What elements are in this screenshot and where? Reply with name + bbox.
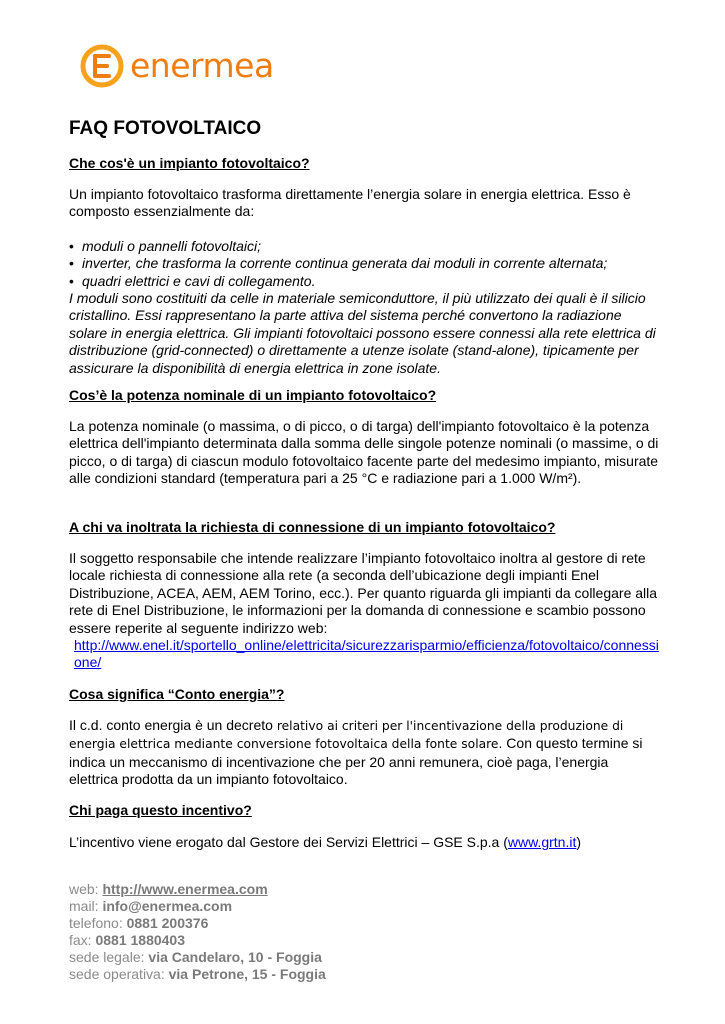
- website-link[interactable]: http://www.enermea.com: [102, 881, 268, 897]
- list-item-text: moduli o pannelli fotovoltaici;: [82, 237, 261, 254]
- phone-value: 0881 200376: [126, 915, 209, 931]
- footer-legal-address: [69, 949, 326, 966]
- answer-part: Con questo termine si indica un meccanismo di incentivazione che per 20 anni remunera, cioè paga, l’energia elettrica prodotta da un impianto fotovoltaico.: [69, 735, 643, 788]
- faq-section-2: [69, 387, 659, 488]
- faq-answer: La potenza nominale (o massima, o di picco, o di targa) dell'impianto fotovoltaico è la potenza elettrica dell'impianto determinata dalla somma delle singole potenze nominali (o massime, o di picco, o di targa) di ciascun modulo fotovoltaico facente parte del medesimo impianto, misurate alle condizioni standard (temperatura pari a 25 °C e radiazione pari a 1.000 W/m²).: [69, 418, 659, 487]
- answer-part: ): [576, 834, 582, 850]
- page-title: FAQ FOTOVOLTAICO: [69, 118, 262, 139]
- faq-question: Cos’è la potenza nominale di un impianto fotovoltaico?: [69, 387, 437, 403]
- list-item-text: quadri elettrici e cavi di collegamento.: [82, 272, 316, 289]
- footer-label: mail:: [69, 898, 103, 914]
- answer-part: L’incentivo viene erogato dal Gestore dei Servizi Elettrici – GSE S.p.a (: [69, 834, 508, 850]
- footer-fax: [69, 932, 326, 949]
- list-item: [69, 273, 659, 290]
- enermea-logo: [80, 44, 285, 96]
- enel-connection-link[interactable]: http://www.enel.it/sportello_online/elettricita/sicurezzarisparmio/efficienza/fotovoltaico/connessione/: [74, 637, 659, 671]
- answer-part: relativo ai criteri per l'incentivazione della produzione di energia elettrica mediante conversione fotovoltaica della fonte solare.: [69, 719, 624, 752]
- footer-operating-address: [69, 966, 326, 983]
- enermea-logo-icon: [80, 44, 124, 88]
- footer-label: telefono:: [69, 915, 127, 931]
- answer-part: Il c.d. conto energia è un decreto: [69, 717, 277, 733]
- email-value[interactable]: info@enermea.com: [102, 898, 233, 914]
- faq-question: A chi va inoltrata la richiesta di connessione di un impianto fotovoltaico?: [69, 519, 556, 535]
- footer-label: web:: [69, 881, 103, 897]
- footer-label: sede legale:: [69, 949, 149, 965]
- faq-section-4: [69, 686, 659, 789]
- bullet-icon: •: [69, 237, 74, 254]
- footer-mail: [69, 898, 326, 915]
- list-item-text: inverter, che trasforma la corrente continua generata dai moduli in corrente alternata;: [82, 255, 608, 272]
- faq-answer-continued: I moduli sono costituiti da celle in materiale semiconduttore, il più utilizzato dei quali è il silicio cristallino. Essi rappresentano la parte attiva del sistema perché convertono la radiazione solare in energia elettrica. Gli impianti fotovoltaici possono essere connessi alla rete elettrica di distribuzione (grid-connected) o direttamente a utenze isolate (stand-alone), tipicamente per assicurare la disponibilità di energia elettrica in zone isolate.: [69, 290, 656, 376]
- footer-label: fax:: [69, 932, 96, 948]
- footer-phone: [69, 915, 326, 932]
- faq-question: Cosa significa “Conto energia”?: [69, 686, 285, 702]
- fax-value: 0881 1880403: [95, 932, 186, 948]
- faq-section-3: [69, 519, 659, 672]
- faq-section-1: [69, 155, 659, 377]
- logo-wordmark: enermea: [130, 46, 274, 85]
- faq-answer: [69, 717, 659, 789]
- list-item: [69, 238, 659, 255]
- component-list: [69, 238, 659, 290]
- faq-answer: Il soggetto responsabile che intende realizzare l’impianto fotovoltaico inoltra al gestore di rete locale richiesta di connessione alla rete (a seconda dell’ubicazione degli impianti Enel Distribuzione, ACEA, AEM, AEM Torino, ecc.). Per quanto riguarda gli impianti da collegare alla rete di Enel Distribuzione, le informazioni per la domanda di connessione e scambio possono essere reperite al seguente indirizzo web:: [69, 550, 658, 636]
- bullet-icon: •: [69, 255, 74, 272]
- footer-web: [69, 881, 326, 898]
- legal-address-value: via Candelaro, 10 - Foggia: [148, 949, 322, 965]
- faq-section-5: [69, 802, 659, 851]
- faq-answer: Un impianto fotovoltaico trasforma direttamente l’energia solare in energia elettrica. Esso è composto essenzialmente da:: [69, 186, 631, 220]
- footer-label: sede operativa:: [69, 966, 169, 982]
- contact-footer: [69, 881, 326, 983]
- list-item: [69, 255, 659, 272]
- operating-address-value: via Petrone, 15 - Foggia: [168, 966, 326, 982]
- faq-question: Che cos'è un impianto fotovoltaico?: [69, 155, 310, 171]
- faq-answer: [69, 834, 659, 851]
- bullet-icon: •: [69, 272, 74, 289]
- grtn-link[interactable]: www.grtn.it: [507, 834, 577, 850]
- faq-question: Chi paga questo incentivo?: [69, 802, 252, 818]
